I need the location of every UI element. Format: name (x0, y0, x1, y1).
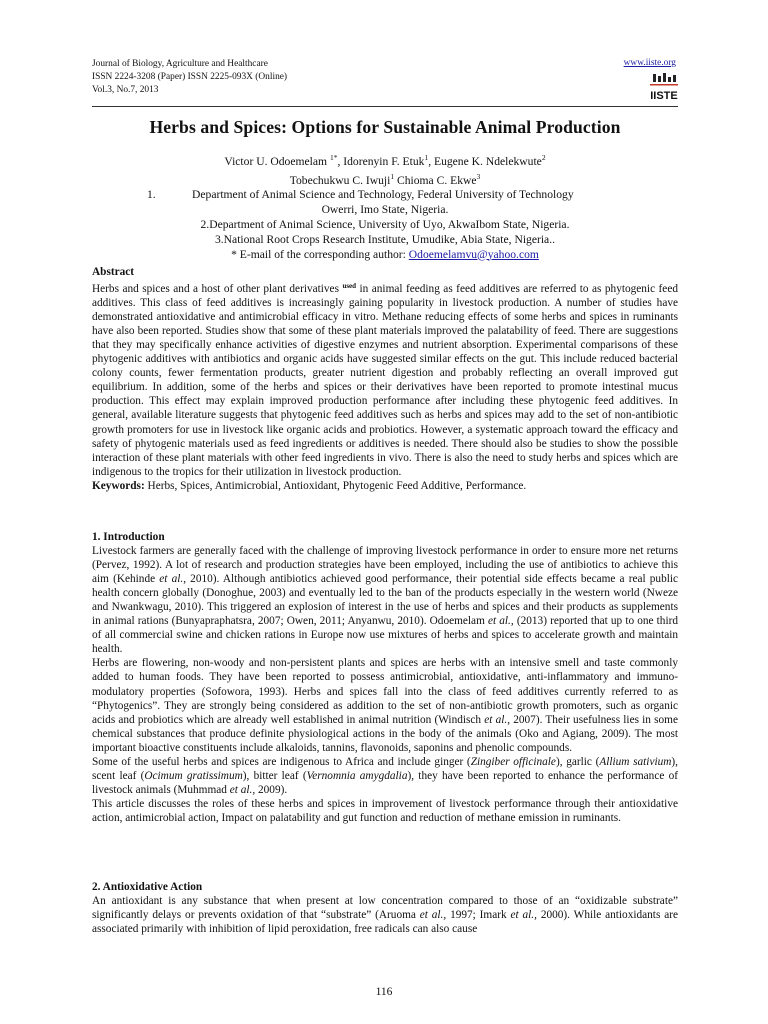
abstract-heading: Abstract (92, 266, 135, 278)
journal-name: Journal of Biology, Agriculture and Healthcare (92, 59, 268, 69)
journal-url-link[interactable]: www.iiste.org (623, 58, 676, 68)
abstract-section (92, 265, 678, 493)
intro-paragraph-2: Herbs are flowering, non-woody and non-persistent plants and spices are herbs with an intensive smell and taste commonly added to human foods. They have been reported to possess antimicrobial, antioxidative, anti-inflammatory and immuno-modulatory properties (Sofowora, 1993). Herbs and spices fall into the class of feed additives currently referred to as “Phytogenics”. They are strongly being considered as addition to the set of non-antibiotic growth promoters, such as organic acids and probiotics which are already well established in animal nutrition (Windisch et al., 2007). Their usefulness lies in some chemical substances that produce definite physiological actions in the body of the animals (Oko and Agiang, 2009). The most important bioactive constituents include alkaloids, tannins, flavonoids, saponins and phenolic compounds. (92, 657, 678, 754)
affiliation-3: 3.National Root Crops Research Institute, Umudike, Abia State, Nigeria.. (214, 232, 556, 246)
page-number: 116 (375, 986, 393, 998)
keywords-list: Herbs, Spices, Antimicrobial, Antioxidant, Phytogenic Feed Additive, Performance. (144, 479, 527, 492)
affiliation-1 (92, 188, 678, 203)
author-line-1: Victor U. Odoemelam $^{1*}$, Idorenyin F. Etuk$^1$, Eugene K. Ndelekwute$^2$ (224, 153, 546, 168)
antioxidative-heading: 2. Antioxidative Action (92, 881, 203, 893)
introduction-heading: 1. Introduction (92, 531, 165, 543)
keywords (92, 479, 678, 493)
antioxidative-paragraph-1: An antioxidant is any substance that when present at low concentration compared to those of an “oxidizable substrate” significantly delays or prevents oxidation of that “substrate” (Aruoma et al., 1997; Imark et al., 2000). While antioxidants are associated primarily with inhibition of lipid peroxidation, free radicals can also cause (92, 895, 678, 936)
affiliation-1-number: 1. (147, 188, 156, 202)
intro-paragraph-1: Livestock farmers are generally faced with the challenge of improving livestock performance in order to ensure more net returns (Pervez, 1992). A lot of research and production strategies have been employed, including the use of antibiotics to achieve this aim (Kehinde et al., 2010). Although antibiotics achieved good performance, their potential side effects became a real public health concern globally (Donoghue, 2003) and eventually led to the ban of the products especially in the western world (Nweze and Nwankwagu, 2010). This triggered an explosion of interest in the use of herbs and spices and their products as supplements in animal rations (Bunyapraphatsra, 2007; Owen, 2011; Anyanwu, 2010). Odoemelam et al., (2013) reported that up to one third of all commercial swine and chicken rations in Europe now use mixtures of herbs and spices to accelerate growth and maintain health. (92, 545, 679, 656)
intro-paragraph-3: Some of the useful herbs and spices are indigenous to Africa and include ginger (Zingiber officinale), garlic (Allium sativium), scent leaf (Ocimum gratissimum), bitter leaf (Vernomnia amygdalia), they have been reported to enhance the performance of livestock animals (Muhmmad et al., 2009). (92, 755, 678, 796)
iiste-logo-icon (650, 73, 678, 103)
affiliation-1-text: Department of Animal Science and Technology, Federal University of Technology (192, 188, 574, 202)
affiliation-1-continued: Owerri, Imo State, Nigeria. (321, 203, 449, 217)
affiliation-2: 2.Department of Animal Science, University of Uyo, AkwaIbom State, Nigeria. (200, 217, 570, 231)
inserted-word-used: used (342, 282, 357, 291)
paper-title: Herbs and Spices: Options for Sustainable Animal Production (149, 117, 621, 137)
author-block (92, 151, 678, 262)
antioxidative-section (92, 880, 678, 936)
corresponding-author (92, 248, 678, 263)
abstract-text (92, 279, 678, 479)
intro-paragraph-4: This article discusses the roles of these herbs and spices in improvement of livestock performance through their antioxidative action, antimicrobial action, Impact on palatability and gut function and reduction of methane emission in ruminants. (92, 797, 678, 824)
abstract-text-part-a: Herbs and spices and a host of other plant derivatives (92, 283, 343, 296)
author-line-2: Tobechukwu C. Iwuji$^1$ Chioma C. Ekwe$^3$ (289, 171, 481, 187)
journal-issn: ISSN 2224-3208 (Paper) ISSN 2225-093X (Online) (92, 72, 288, 82)
header-divider (92, 106, 678, 107)
keywords-label: Keywords: (92, 479, 145, 492)
journal-header (92, 58, 287, 97)
abstract-text-part-b: in animal feeding as feed additives are referred to as phytogenic feed additives. This class of feed additives is increasingly gaining popularity in livestock production. A number of studies have demonstrated antioxidative and antimicrobial efficacy in vitro. Methane reducing effects of some herbs and spices in ruminants have also been reported. Studies show that some of these plant materials improved the palatability of feed. There are suggestions that they may specifically enhance activities of digestive enzymes and nutrient absorption. Experimental comparisons of these phytogenic additives with antibiotics and organic acids have suggested similar effects on the gut. This include reduced bacterial colony counts, fewer fermentation products, greater nutrient digestion and probably reflecting an overall improved gut equilibrium. In addition, some of the herbs and spices or their derivatives have been reported to promote intestinal mucus production. This effect may explain improved production performance after including these phytogenic feed additives. In general, available literature suggests that phytogenic feed additives such as herbs and spices may add to the set of non-antibiotic growth promoters for use in livestock like organic acids and probiotics. However, a systematic approach toward the efficacy and safety of phytogenic materials used as feed ingredients or additives is needed. There should also be studies to show the possible interaction of these plant materials with other feed ingredients in vivo. There is also the need to study herbs and spices which are indigenous to the tropics for their utilization in livestock production. (92, 283, 678, 478)
svg-text:IISTE: IISTE (650, 90, 678, 102)
author-email-link[interactable]: Odoemelamvu@yahoo.com (408, 247, 539, 261)
journal-volume: Vol.3, No.7, 2013 (92, 85, 159, 95)
email-prefix: * E-mail of the corresponding author: (231, 247, 409, 261)
introduction-section (92, 530, 678, 825)
